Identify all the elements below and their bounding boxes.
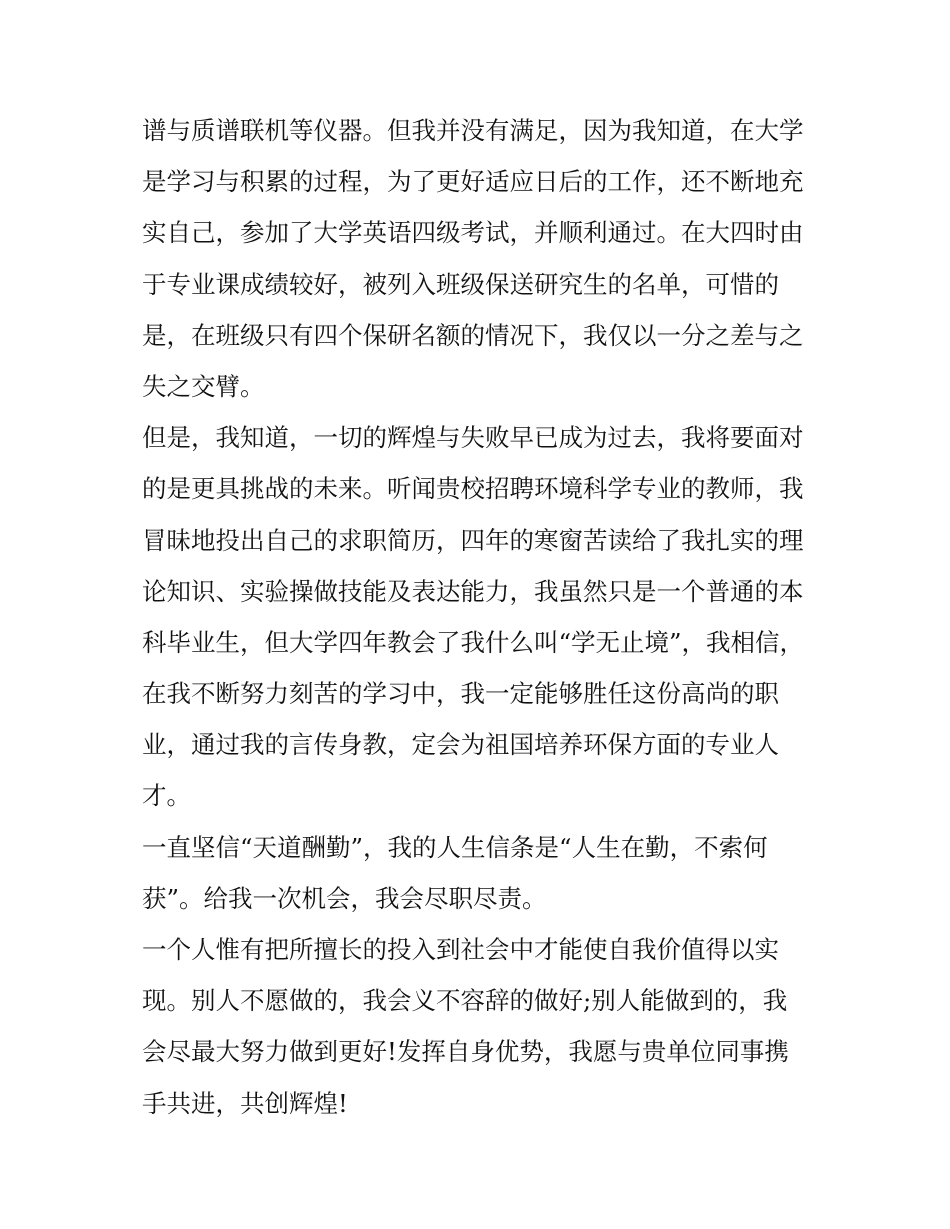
text-line-7: 但是，我知道，一切的辉煌与失败早已成为过去，我将要面对 <box>142 423 804 453</box>
text-line-19: 会尽最大努力做到更好!发挥自身优势，我愿与贵单位同事携 <box>142 1037 789 1067</box>
text-line-18: 现。别人不愿做的，我会义不容辞的做好;别人能做到的，我 <box>142 986 788 1016</box>
text-line-2: 是学习与积累的过程，为了更好适应日后的工作，还不断地充 <box>142 167 804 197</box>
text-line-6: 失之交臂。 <box>142 371 265 401</box>
text-line-1: 谱与质谱联机等仪器。但我并没有满足，因为我知道，在大学 <box>142 116 804 145</box>
text-line-4: 于专业课成绩较好，被列入班级保送研究生的名单，可惜的 <box>142 269 779 299</box>
text-line-14: 才。 <box>142 781 191 811</box>
text-line-3: 实自己，参加了大学英语四级考试，并顺利通过。在大四时由 <box>142 218 804 248</box>
text-line-13: 业，通过我的言传身教，定会为祖国培养环保方面的专业人 <box>142 730 779 760</box>
text-line-20: 手共进，共创辉煌! <box>142 1088 348 1118</box>
text-line-9: 冒昧地投出自己的求职简历，四年的寒窗苦读给了我扎实的理 <box>142 525 804 555</box>
text-line-8: 的是更具挑战的未来。听闻贵校招聘环境科学专业的教师，我 <box>142 474 804 504</box>
text-line-17: 一个人惟有把所擅长的投入到社会中才能使自我价值得以实 <box>142 935 779 964</box>
text-line-5: 是，在班级只有四个保研名额的情况下，我仅以一分之差与之 <box>142 320 804 350</box>
text-line-16: 获”。给我一次机会，我会尽职尽责。 <box>142 883 547 913</box>
text-line-10: 论知识、实验操做技能及表达能力，我虽然只是一个普通的本 <box>142 576 804 606</box>
body-text <box>142 105 822 1129</box>
text-line-15: 一直坚信“天道酬勤”，我的人生信条是“人生在勤，不索何 <box>142 832 768 862</box>
text-line-12: 在我不断努力刻苦的学习中，我一定能够胜任这份高尚的职 <box>142 679 779 709</box>
text-line-11: 科毕业生，但大学四年教会了我什么叫“学无止境”，我相信， <box>142 627 805 657</box>
